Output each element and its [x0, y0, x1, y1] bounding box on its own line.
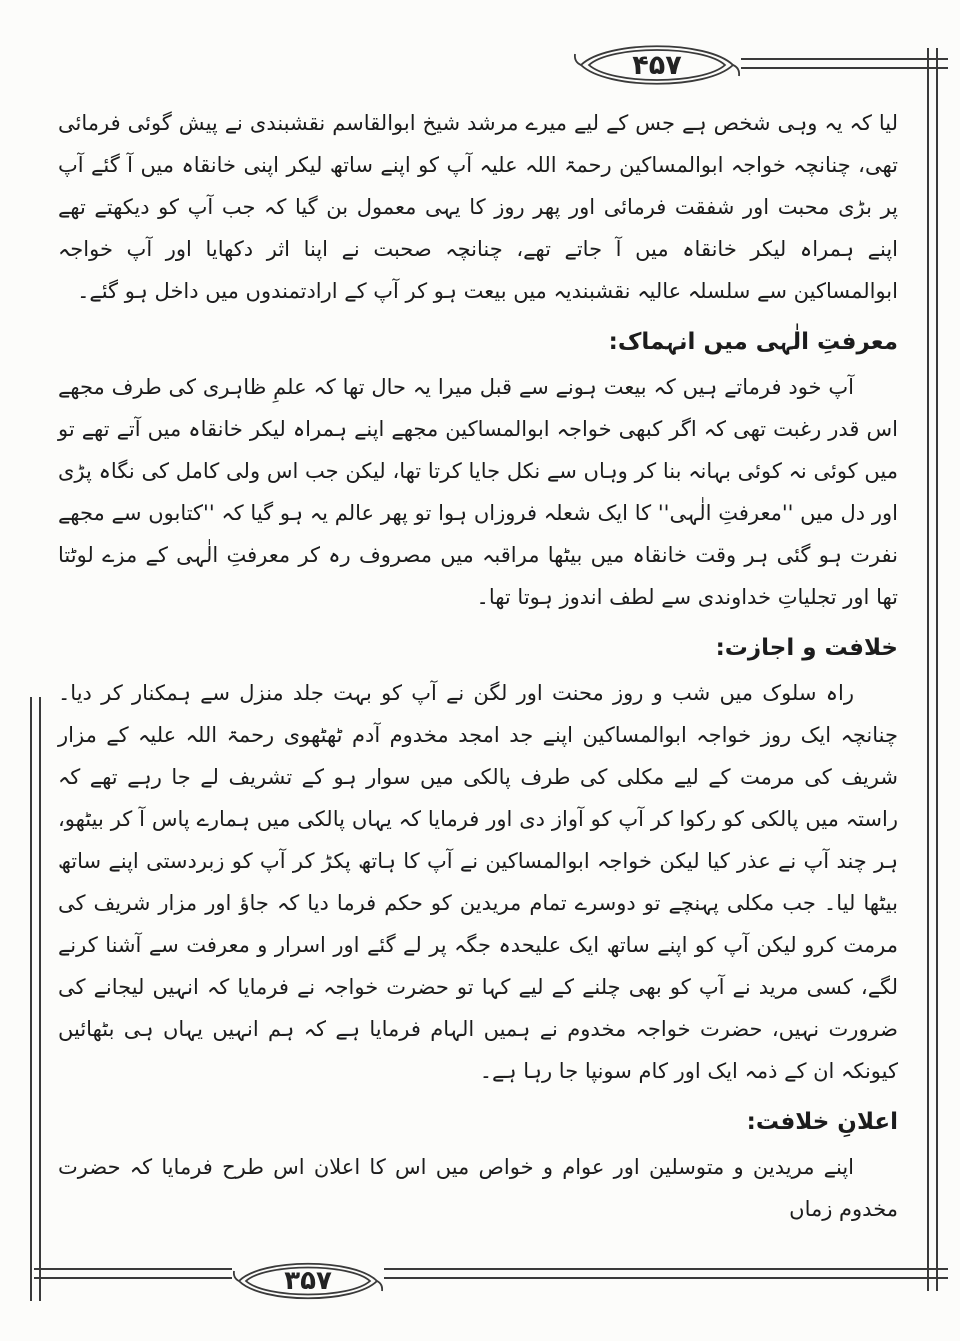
page-border-left-inner: [39, 697, 41, 1301]
page-border-right-inner: [927, 48, 929, 1291]
page-border-bottom-outer: [34, 1277, 948, 1279]
page-border-top-outer: [728, 58, 948, 60]
page-border-left-outer: [30, 697, 32, 1301]
top-page-number-cartouche: [573, 34, 741, 96]
page-border-bottom-inner: [34, 1268, 948, 1270]
bottom-page-number: ۳۵۷: [284, 1266, 332, 1296]
page-border-right-outer: [936, 48, 938, 1291]
section-heading-marifat: معرفتِ الٰہی میں انہماک:: [608, 329, 898, 355]
paragraph-continuation: لیا کہ یہ وہی شخص ہے جس کے لیے میرے مرشد شیخ ابوالقاسم نقشبندی نے پیش گوئی فرمائی تھی، چنانچہ خواجہ ابوالمساکین رحمۃ اللہ علیہ آپ کو اپنے ساتھ لیکر اپنی خانقاہ میں آ گئے آپ پر بڑی محبت اور شفقت فرمائی اور پھر روز کا یہی معمول بن گیا کہ جب آپ کو دیکھتے تھے اپنے ہمراہ لیکر خانقاہ میں آ جاتے تھے، چنانچہ صحبت نے اپنا اثر دکھایا اور آپ خواجہ ابوالمساکین سے سلسلہ عالیہ نقشبندیہ میں بیعت ہو کر آپ کے ارادتمندوں میں داخل ہو گئے۔: [58, 111, 898, 303]
section-heading-khilafat: خلافت و اجازت:: [715, 635, 898, 661]
paragraph-khilafat: راہ سلوک میں شب و روز محنت اور لگن نے آپ کو بہت جلد منزل سے ہمکنار کر دیا۔ چنانچہ ایک روز خواجہ ابوالمساکین اپنے جد امجد مخدوم آدم ٹھٹھوی رحمۃ اللہ علیہ کے مزار شریف کی مرمت کے لیے مکلی کی طرف پالکی میں سوار ہو کے تشریف لے جا رہے تھے کہ راستہ میں پالکی کو رکوا کر آپ کو آواز دی اور فرمایا کہ یہاں پالکی میں ہمارے پاس آ کر بیٹھو، ہر چند آپ نے عذر کیا لیکن خواجہ ابوالمساکین نے آپ کا ہاتھ پکڑ کر آپ کو زبردستی اپنے ساتھ بیٹھا لیا۔ جب مکلی پہنچے تو دوسرے تمام مریدین کو حکم فرما دیا کہ جاؤ اور مزار شریف کی مرمت کرو لیکن آپ کو اپنے ساتھ ایک علیحدہ جگہ پر لے گئے اور اسرار و معرفت سے آشنا کرنے لگے، کسی مرید نے آپ کو بھی چلنے کے لیے کہا تو حضرت خواجہ نے فرمایا کہ انہیں لیجانے کی ضرورت نہیں، حضرت خواجہ مخدوم نے ہمیں الہام فرمایا ہے کہ ہم انہیں یہاں ہی بٹھائیں کیونکہ ان کے ذمہ ایک اور کام سونپا جا رہا ہے۔: [58, 681, 898, 1083]
page-body-text: [58, 102, 898, 1234]
section-heading-elaan: اعلانِ خلافت:: [746, 1109, 898, 1135]
paragraph-elaan: اپنے مریدین و متوسلین اور عوام و خواص میں اس کا اعلان اس طرح فرمایا کہ حضرت مخدوم زماں: [58, 1155, 898, 1221]
bottom-page-number-cartouche: [232, 1253, 384, 1309]
page-border-top-inner: [728, 67, 948, 69]
top-page-number: ۴۵۷: [632, 49, 682, 81]
paragraph-marifat: آپ خود فرماتے ہیں کہ بیعت ہونے سے قبل میرا یہ حال تھا کہ علمِ ظاہری کی طرف مجھے اس قدر رغبت تھی کہ اگر کبھی خواجہ ابوالمساکین مجھے اپنے ہمراہ لیکر خانقاہ میں آتے تھے تو میں کوئی نہ کوئی بہانہ بنا کر وہاں سے نکل جایا کرتا تھا، لیکن جب اس ولی کامل کی نگاہ پڑی اور دل میں ''معرفتِ الٰہی'' کا ایک شعلہ فروزاں ہوا تو پھر عالم یہ ہو گیا کہ ''کتابوں سے مجھے نفرت ہو گئی ہر وقت خانقاہ میں بیٹھا مراقبہ میں مصروف رہ کر معرفتِ الٰہی کے مزے لوٹتا تھا اور تجلیاتِ خداوندی سے لطف اندوز ہوتا تھا۔: [58, 375, 898, 609]
